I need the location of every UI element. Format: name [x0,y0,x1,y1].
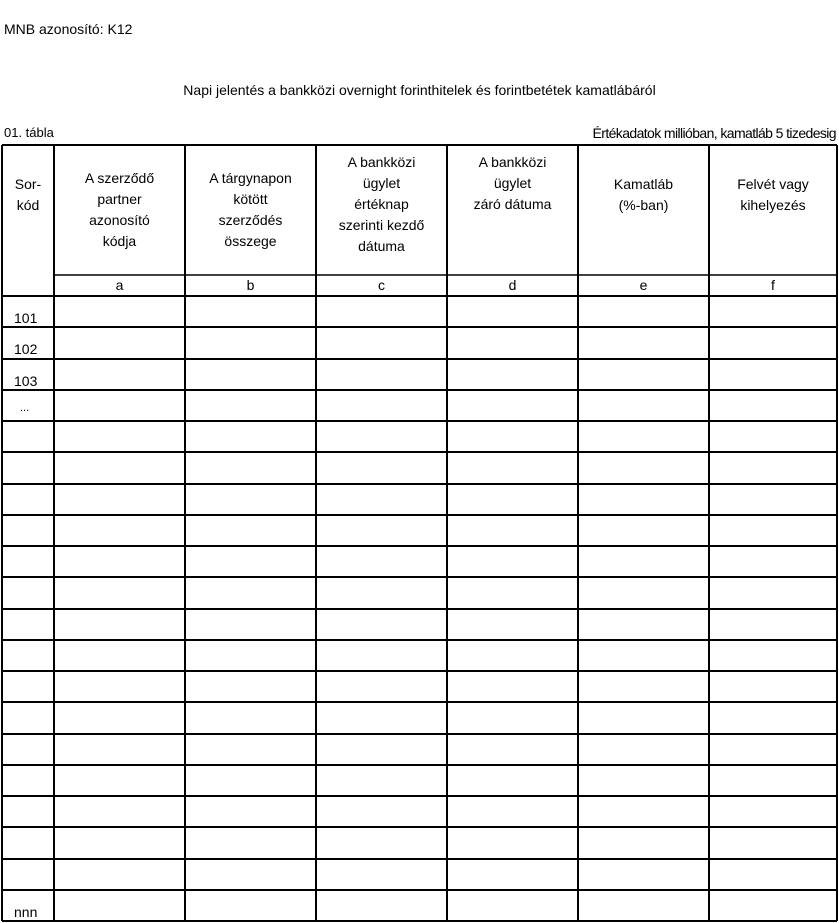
column-header-a: A szerződő partner azonosító kódja [84,170,155,249]
row-code: 102 [14,341,38,358]
row-code-header: Sor- kód [14,176,42,213]
row-code: 103 [14,372,38,389]
mnb-identifier: MNB azonosító: K12 [4,21,133,37]
row-code: 101 [14,310,38,326]
table-number: 01. tábla [4,125,54,140]
row-code: nnn [14,903,38,920]
report-title: Napi jelentés a bankközi overnight forinthitelek és forintbetétek kamatlábáról [183,82,656,98]
column-letter-d: d [508,277,517,293]
column-letter-c: c [378,277,385,293]
column-header-c: A bankközi ügylet értéknap szerinti kezdő dátuma [338,154,425,254]
column-header-e: Kamatláb (%-ban) [613,176,674,213]
column-letter-a: a [115,277,124,293]
column-header-f: Felvét vagy kihelyezés [737,176,809,213]
column-header-b: A tárgynapon kötött szerződés összege [209,170,292,249]
column-letter-b: b [246,277,255,293]
units-note: Értékadatok millióban, kamatláb 5 tizedesig [592,125,836,141]
column-letter-f: f [771,277,775,293]
row-code: ... [20,401,30,414]
column-letter-e: e [639,277,648,293]
column-header-d: A bankközi ügylet záró dátuma [473,154,552,212]
